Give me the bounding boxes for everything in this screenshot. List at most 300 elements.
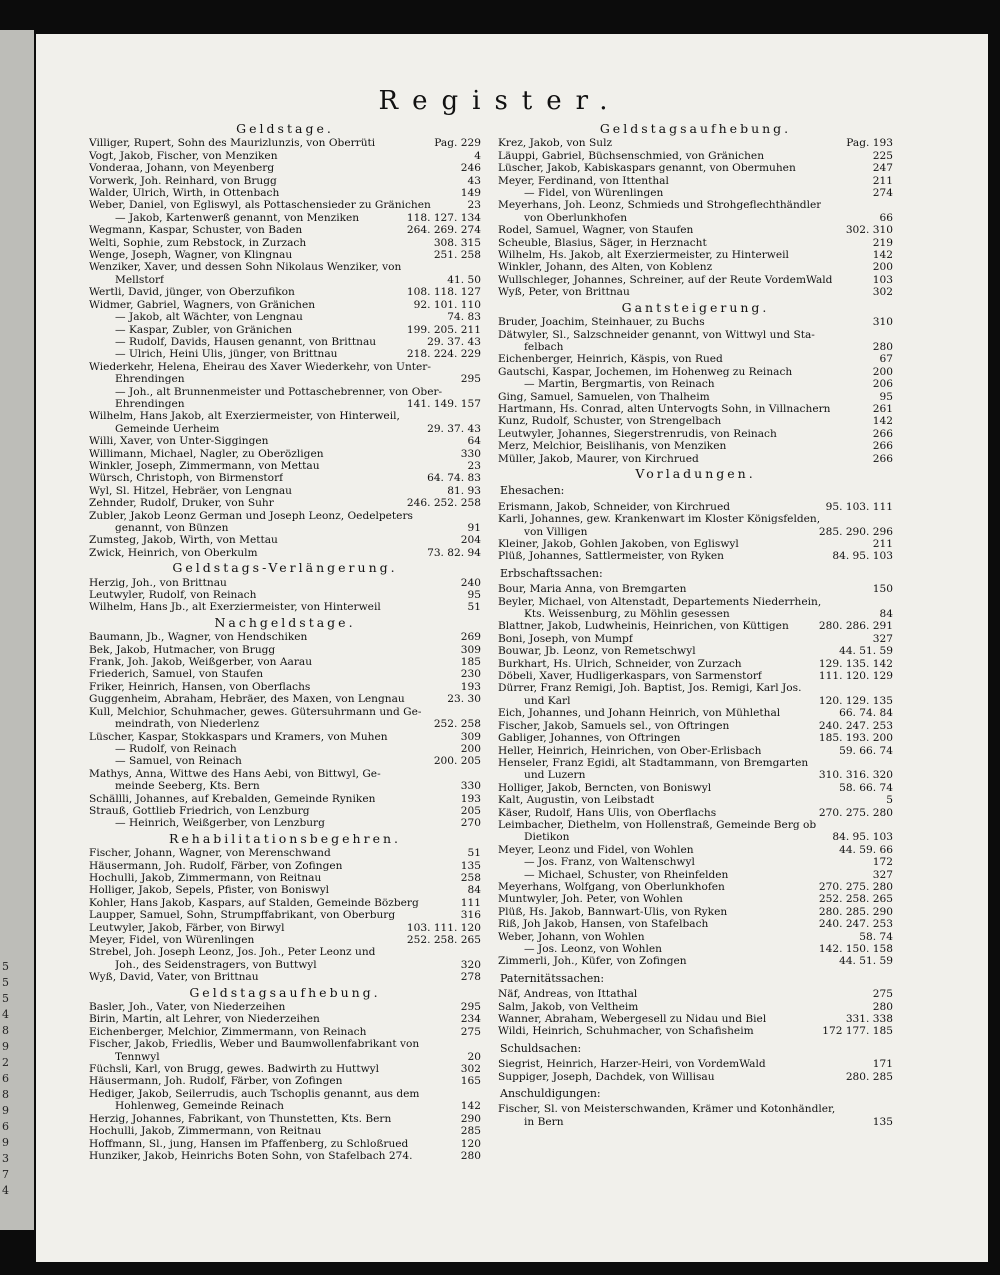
entry-name: Vonderaa, Johann, von Meyenberg bbox=[89, 162, 275, 175]
margin-digit: 5 bbox=[2, 992, 9, 1005]
register-entry bbox=[498, 769, 893, 781]
entry-pages: 320 bbox=[460, 958, 481, 971]
register-entry bbox=[498, 906, 893, 918]
entry-pages bbox=[475, 706, 481, 718]
entry-name: Kunz, Rudolf, Schuster, von Strengelbach bbox=[498, 415, 722, 428]
register-entry bbox=[498, 955, 893, 967]
register-entry bbox=[89, 1038, 481, 1050]
entry-name: Kalt, Augustin, von Leibstadt bbox=[498, 794, 655, 807]
entry-name: Wanner, Abraham, Webergesell zu Nidau und Biel bbox=[498, 1013, 767, 1026]
entry-pages: 261 bbox=[872, 402, 893, 415]
entry-name: Plüß, Hs. Jakob, Bannwart-Ulis, von Ryken bbox=[498, 905, 728, 918]
margin-digit: 8 bbox=[2, 1024, 9, 1037]
subsection-heading: Erbschaftssachen: bbox=[500, 566, 603, 580]
entry-pages: Pag. 229 bbox=[434, 137, 481, 150]
entry-pages: 302 bbox=[460, 1063, 481, 1076]
register-entry bbox=[498, 440, 893, 452]
register-entry bbox=[89, 922, 481, 934]
register-entry bbox=[89, 547, 481, 559]
register-entry bbox=[498, 1025, 893, 1037]
entry-name: Hartmann, Hs. Conrad, alten Untervogts Sohn, in Villnachern bbox=[498, 402, 831, 415]
entry-name: Meyer, Leonz und Fidel, von Wohlen bbox=[498, 843, 694, 856]
entry-name: Kts. Weissenburg, zu Möhlin gesessen bbox=[524, 608, 730, 621]
entry-name: und Luzern bbox=[524, 769, 586, 782]
entry-pages: 211 bbox=[872, 538, 893, 550]
register-entry bbox=[498, 856, 893, 868]
entry-pages bbox=[887, 757, 893, 769]
entry-name: Leutwyler, Johannes, Siegerstrenrudis, von Reinach bbox=[498, 427, 777, 440]
entry-name: Wullschleger, Johannes, Schreiner, auf der Reute VordemWald bbox=[498, 273, 833, 286]
margin-digit: 5 bbox=[2, 960, 9, 973]
entry-name: Erismann, Jakob, Schneider, von Kirchrued bbox=[498, 500, 731, 513]
entry-name: von Villigen bbox=[524, 525, 588, 538]
entry-pages: 20 bbox=[467, 1050, 481, 1063]
entry-name: Rodel, Samuel, Wagner, von Staufen bbox=[498, 224, 694, 237]
entry-name: Wyß, Peter, von Brittnau bbox=[498, 286, 630, 299]
entry-name: Wyß, David, Vater, von Brittnau bbox=[89, 971, 259, 984]
entry-pages: 95 bbox=[467, 589, 481, 602]
register-entry bbox=[498, 199, 893, 211]
entry-name: Bruder, Joachim, Steinhauer, zu Buchs bbox=[498, 316, 705, 329]
register-entry bbox=[498, 353, 893, 365]
entry-pages: 64. 74. 83 bbox=[427, 472, 481, 485]
entry-pages: 278 bbox=[460, 971, 481, 984]
margin-digit: 4 bbox=[2, 1184, 9, 1197]
register-entry bbox=[498, 732, 893, 744]
subsection-heading: Schuldsachen: bbox=[500, 1041, 582, 1055]
register-entry bbox=[89, 681, 481, 693]
entry-name: Wilhelm, Hs. Jakob, alt Exerziermeister, zu Hinterweil bbox=[498, 249, 789, 262]
entry-pages: 171 bbox=[872, 1058, 893, 1071]
entry-name: Kleiner, Jakob, Gohlen Jakoben, von Egliswyl bbox=[498, 538, 739, 550]
register-entry bbox=[498, 403, 893, 415]
register-entry bbox=[89, 1026, 481, 1038]
entry-pages: 103. 111. 120 bbox=[406, 921, 481, 934]
entry-pages: 91 bbox=[467, 522, 481, 534]
entry-pages: 327 bbox=[872, 868, 893, 881]
margin-digit: 9 bbox=[2, 1104, 9, 1117]
entry-pages: Pag. 193 bbox=[846, 137, 893, 150]
entry-name: Kull, Melchior, Schuhmacher, gewes. Gütersuhrmann und Ge- bbox=[89, 705, 422, 718]
register-entry bbox=[89, 706, 481, 718]
entry-pages: 266 bbox=[872, 452, 893, 465]
entry-pages: 29. 37. 43 bbox=[427, 422, 481, 435]
register-entry bbox=[498, 212, 893, 224]
register-entry bbox=[498, 1103, 893, 1115]
register-entry bbox=[498, 893, 893, 905]
entry-pages: 285. 290. 296 bbox=[818, 525, 893, 538]
register-entry bbox=[498, 175, 893, 187]
entry-name: Heller, Heinrich, Heinrichen, von Ober-Erlisbach bbox=[498, 744, 762, 757]
register-entry bbox=[89, 847, 481, 859]
register-entry bbox=[89, 324, 481, 336]
entry-name: Weber, Daniel, von Egliswyl, als Pottaschensieder zu Gränichen bbox=[89, 199, 431, 212]
entry-pages: 240 bbox=[460, 576, 481, 589]
entry-pages: 58. 66. 74 bbox=[839, 781, 893, 794]
entry-pages: 142. 150. 158 bbox=[818, 943, 893, 955]
entry-name: Dietikon bbox=[524, 831, 570, 844]
entry-pages: 204 bbox=[460, 534, 481, 547]
entry-pages: 200. 205 bbox=[433, 755, 481, 768]
entry-pages: 251. 258 bbox=[433, 249, 481, 262]
entry-name: Krez, Jakob, von Sulz bbox=[498, 137, 613, 150]
entry-pages: 172 bbox=[872, 856, 893, 869]
entry-name: Siegrist, Heinrich, Harzer-Heiri, von VordemWald bbox=[498, 1058, 766, 1071]
register-entry bbox=[498, 391, 893, 403]
register-entry bbox=[498, 695, 893, 707]
register-entry bbox=[89, 534, 481, 546]
register-entry bbox=[89, 485, 481, 497]
entry-pages: 280. 286. 291 bbox=[818, 620, 893, 633]
register-entry bbox=[89, 361, 481, 373]
entry-name: Läuppi, Gabriel, Büchsenschmied, von Gränichen bbox=[498, 149, 765, 162]
register-entry bbox=[89, 299, 481, 311]
register-entry bbox=[89, 423, 481, 435]
register-entry bbox=[89, 373, 481, 385]
register-entry bbox=[89, 237, 481, 249]
register-entry bbox=[498, 329, 893, 341]
entry-name: Hochulli, Jakob, Zimmermann, von Reitnau bbox=[89, 871, 322, 884]
entry-pages: 95. 103. 111 bbox=[825, 500, 893, 513]
entry-name: Leutwyler, Jakob, Färber, von Birwyl bbox=[89, 921, 285, 934]
entry-pages: 252. 258 bbox=[433, 718, 481, 731]
entry-pages bbox=[887, 819, 893, 831]
section-heading: Geldstagsaufhebung. bbox=[189, 984, 381, 1000]
register-entry bbox=[89, 693, 481, 705]
entry-name: Herzig, Joh., von Brittnau bbox=[89, 576, 227, 589]
register-entry bbox=[498, 794, 893, 806]
register-entry bbox=[89, 150, 481, 162]
entry-pages: 266 bbox=[872, 427, 893, 440]
register-entry bbox=[89, 286, 481, 298]
entry-name: Käser, Rudolf, Hans Ulis, von Oberflachs bbox=[498, 806, 717, 819]
entry-pages: 64 bbox=[467, 435, 481, 448]
register-entry bbox=[89, 631, 481, 643]
entry-name: von Oberlunkhofen bbox=[524, 211, 628, 224]
register-entry bbox=[498, 633, 893, 645]
entry-name: — Jos. Leonz, von Wohlen bbox=[524, 943, 662, 955]
register-entry bbox=[498, 249, 893, 261]
entry-name: Basler, Joh., Vater, von Niederzeihen bbox=[89, 1001, 286, 1014]
entry-name: Gautschi, Kaspar, Jochemen, im Hohenweg zu Reinach bbox=[498, 365, 793, 378]
entry-name: — Jakob, alt Wächter, von Lengnau bbox=[115, 311, 303, 324]
register-entry bbox=[498, 720, 893, 732]
entry-name: Häusermann, Joh. Rudolf, Färber, von Zofingen bbox=[89, 1075, 343, 1088]
entry-name: Fischer, Jakob, Friedlis, Weber und Baumwollenfabrikant von bbox=[89, 1038, 420, 1051]
register-entry bbox=[498, 807, 893, 819]
register-entry bbox=[498, 1001, 893, 1013]
register-entry bbox=[89, 817, 481, 829]
entry-pages: 81. 93 bbox=[447, 484, 481, 497]
register-entry bbox=[89, 1063, 481, 1075]
register-entry bbox=[89, 805, 481, 817]
subsection-heading: Paternitätssachen: bbox=[500, 971, 605, 985]
entry-name: — Michael, Schuster, von Rheinfelden bbox=[524, 868, 729, 881]
entry-pages: 43 bbox=[467, 174, 481, 187]
margin-digit: 2 bbox=[2, 1056, 9, 1069]
entry-pages: 310. 316. 320 bbox=[818, 769, 893, 782]
register-entry bbox=[498, 341, 893, 353]
register-entry bbox=[89, 510, 481, 522]
section-heading: Geldstags-Verlängerung. bbox=[172, 560, 398, 576]
entry-name: Willi, Xaver, von Unter-Siggingen bbox=[89, 435, 269, 448]
entry-pages: 29. 37. 43 bbox=[427, 335, 481, 348]
entry-name: Eichenberger, Heinrich, Käspis, von Rued bbox=[498, 353, 723, 366]
entry-name: Boni, Joseph, von Mumpf bbox=[498, 632, 633, 645]
entry-pages: 23. 30 bbox=[447, 693, 481, 706]
entry-name: Wilhelm, Hans Jb., alt Exerziermeister, von Hinterweil bbox=[89, 601, 381, 614]
entry-name: Tennwyl bbox=[115, 1050, 160, 1063]
entry-pages: 270. 275. 280 bbox=[818, 806, 893, 819]
register-entry bbox=[89, 668, 481, 680]
entry-pages bbox=[475, 361, 481, 373]
entry-name: Holliger, Jakob, Sepels, Pfister, von Boniswyl bbox=[89, 884, 330, 897]
entry-name: Wildi, Heinrich, Schuhmacher, von Schafisheim bbox=[498, 1025, 754, 1038]
register-entry bbox=[498, 224, 893, 236]
entry-name: Strauß, Gottlieb Friedrich, von Lenzburg bbox=[89, 804, 310, 817]
entry-name: Vorwerk, Joh. Reinhard, von Brugg bbox=[89, 174, 277, 187]
entry-pages: 67 bbox=[879, 353, 893, 366]
entry-name: Plüß, Johannes, Sattlermeister, von Ryken bbox=[498, 550, 724, 563]
register-entry bbox=[89, 410, 481, 422]
register-entry bbox=[89, 398, 481, 410]
register-entry bbox=[498, 1013, 893, 1025]
entry-pages: 118. 127. 134 bbox=[406, 211, 481, 224]
register-entry bbox=[498, 645, 893, 657]
register-entry bbox=[498, 428, 893, 440]
register-entry bbox=[89, 1125, 481, 1137]
entry-name: Eich, Johannes, und Johann Heinrich, von Mühlethal bbox=[498, 707, 781, 720]
register-entry bbox=[89, 1138, 481, 1150]
register-entry bbox=[89, 348, 481, 360]
entry-name: Bour, Maria Anna, von Bremgarten bbox=[498, 583, 687, 596]
register-entry bbox=[89, 644, 481, 656]
entry-pages: 200 bbox=[460, 742, 481, 755]
register-entry bbox=[498, 261, 893, 273]
register-entry bbox=[498, 707, 893, 719]
entry-pages: 23 bbox=[467, 459, 481, 472]
register-entry bbox=[498, 415, 893, 427]
entry-pages: 23 bbox=[467, 199, 481, 212]
register-entry bbox=[498, 819, 893, 831]
entry-pages: 142 bbox=[872, 415, 893, 428]
entry-pages: 302. 310 bbox=[845, 224, 893, 237]
entry-name: Ehrendingen bbox=[115, 373, 185, 386]
entry-pages: 129. 135. 142 bbox=[818, 657, 893, 670]
entry-pages: 258 bbox=[460, 871, 481, 884]
margin-digit: 4 bbox=[2, 1008, 9, 1021]
register-entry bbox=[498, 316, 893, 328]
entry-pages: 103 bbox=[872, 273, 893, 286]
register-entry bbox=[89, 175, 481, 187]
register-entry bbox=[89, 311, 481, 323]
entry-pages: 270. 275. 280 bbox=[818, 880, 893, 893]
entry-pages: 200 bbox=[872, 365, 893, 378]
entry-name: — Jakob, Kartenwerß genannt, von Menziken bbox=[115, 211, 360, 224]
entry-pages: 120. 129. 135 bbox=[818, 694, 893, 707]
entry-pages: 290 bbox=[460, 1112, 481, 1125]
entry-pages: 246. 252. 258 bbox=[406, 497, 481, 510]
entry-name: meinde Seeberg, Kts. Bern bbox=[115, 780, 260, 793]
section-heading: Vorladungen. bbox=[635, 465, 756, 481]
entry-pages: 330 bbox=[460, 780, 481, 793]
entry-name: — Rudolf, von Reinach bbox=[115, 742, 237, 755]
entry-pages: 135 bbox=[460, 859, 481, 872]
entry-pages: 331. 338 bbox=[845, 1013, 893, 1026]
entry-pages bbox=[475, 386, 481, 398]
entry-name: in Bern bbox=[524, 1115, 564, 1128]
entry-name: Lüscher, Kaspar, Stokkaspars und Kramers, von Muhen bbox=[89, 730, 388, 743]
entry-name: — Martin, Bergmartis, von Reinach bbox=[524, 378, 715, 391]
entry-pages: 295 bbox=[460, 1001, 481, 1014]
margin-digit: 9 bbox=[2, 1040, 9, 1053]
entry-name: Villiger, Rupert, Sohn des Maurizlunzis, von Oberrüti bbox=[89, 137, 376, 150]
register-entry bbox=[89, 718, 481, 730]
entry-pages: 185 bbox=[460, 656, 481, 669]
entry-pages bbox=[887, 513, 893, 525]
entry-pages: 309 bbox=[460, 730, 481, 743]
register-entry bbox=[89, 589, 481, 601]
register-entry bbox=[89, 386, 481, 398]
register-entry bbox=[498, 286, 893, 298]
entry-pages: 92. 101. 110 bbox=[413, 298, 481, 311]
entry-name: Hohlenweg, Gemeinde Reinach bbox=[115, 1100, 284, 1113]
entry-pages: 230 bbox=[460, 668, 481, 681]
entry-pages: 280 bbox=[872, 1000, 893, 1013]
entry-name: Wegmann, Kaspar, Schuster, von Baden bbox=[89, 224, 303, 237]
entry-pages: 51 bbox=[467, 601, 481, 614]
entry-name: Friker, Heinrich, Hansen, von Oberflachs bbox=[89, 680, 311, 693]
entry-pages: 84. 95. 103 bbox=[832, 550, 893, 563]
register-entry bbox=[498, 187, 893, 199]
entry-name: Frank, Joh. Jakob, Weißgerber, von Aarau bbox=[89, 656, 313, 669]
entry-name: Bouwar, Jb. Leonz, von Remetschwyl bbox=[498, 645, 696, 658]
register-entry bbox=[89, 336, 481, 348]
register-entry bbox=[89, 780, 481, 792]
register-entry bbox=[498, 844, 893, 856]
register-entry bbox=[89, 897, 481, 909]
entry-name: Strebel, Joh. Joseph Leonz, Jos. Joh., Peter Leonz und bbox=[89, 946, 376, 959]
entry-name: Füchsli, Karl, von Brugg, gewes. Badwirth zu Huttwyl bbox=[89, 1063, 380, 1076]
entry-pages: 264. 269. 274 bbox=[406, 224, 481, 237]
entry-name: Weber, Johann, von Wohlen bbox=[498, 930, 645, 943]
register-entry bbox=[89, 187, 481, 199]
entry-name: Zwick, Heinrich, von Oberkulm bbox=[89, 546, 258, 559]
entry-name: Baumann, Jb., Wagner, von Hendschiken bbox=[89, 631, 308, 644]
entry-name: — Kaspar, Zubler, von Gränichen bbox=[115, 323, 293, 336]
entry-pages bbox=[887, 682, 893, 694]
page-title: Register. bbox=[378, 86, 622, 116]
entry-name: Würsch, Christoph, von Birmenstorf bbox=[89, 472, 284, 485]
section-heading: Rehabilitationsbegehren. bbox=[168, 830, 402, 846]
entry-name: Welti, Sophie, zum Rebstock, in Zurzach bbox=[89, 236, 307, 249]
entry-pages: 275 bbox=[872, 988, 893, 1001]
entry-name: Häusermann, Joh. Rudolf, Färber, von Zofingen bbox=[89, 859, 343, 872]
register-entry bbox=[498, 931, 893, 943]
section-heading: Geldstagsaufhebung. bbox=[599, 121, 792, 136]
entry-name: — Jos. Franz, von Waltenschwyl bbox=[524, 856, 695, 869]
register-entry bbox=[498, 658, 893, 670]
register-entry bbox=[498, 682, 893, 694]
right-column bbox=[498, 120, 893, 1128]
entry-pages bbox=[887, 1103, 893, 1115]
entry-pages: 316 bbox=[460, 909, 481, 922]
entry-pages bbox=[887, 596, 893, 608]
entry-pages bbox=[475, 1088, 481, 1100]
register-entry bbox=[89, 731, 481, 743]
entry-pages: 66 bbox=[879, 211, 893, 224]
entry-pages bbox=[887, 199, 893, 211]
margin-digit: 3 bbox=[2, 1152, 9, 1165]
entry-name: Wilhelm, Hans Jakob, alt Exerziermeister, von Hinterweil, bbox=[89, 410, 400, 423]
entry-name: Merz, Melchior, Beislihanis, von Menziken bbox=[498, 440, 727, 453]
entry-name: — Rudolf, Davids, Hausen genannt, von Brittnau bbox=[115, 335, 377, 348]
register-entry bbox=[498, 608, 893, 620]
entry-pages bbox=[475, 410, 481, 422]
entry-name: — Joh., alt Brunnenmeister und Pottaschebrenner, von Ober- bbox=[115, 385, 443, 398]
entry-pages: 275 bbox=[460, 1025, 481, 1038]
entry-name: Wyl, Sl. Hitzel, Hebräer, von Lengnau bbox=[89, 484, 292, 497]
entry-pages: 149 bbox=[460, 187, 481, 200]
entry-pages: 308. 315 bbox=[433, 236, 481, 249]
entry-name: Riß, Joh Jakob, Hansen, von Stafelbach bbox=[498, 918, 709, 931]
entry-name: — Samuel, von Reinach bbox=[115, 755, 242, 768]
entry-name: Eichenberger, Melchior, Zimmermann, von Reinach bbox=[89, 1025, 367, 1038]
entry-pages: 218. 224. 229 bbox=[406, 348, 481, 361]
entry-name: felbach bbox=[524, 340, 564, 353]
margin-digit: 9 bbox=[2, 1136, 9, 1149]
register-entry bbox=[498, 782, 893, 794]
register-entry bbox=[89, 755, 481, 767]
entry-pages: 252. 258. 265 bbox=[406, 934, 481, 946]
entry-pages: 193 bbox=[460, 680, 481, 693]
entry-name: Henseler, Franz Egidi, alt Stadtammann, von Bremgarten bbox=[498, 756, 809, 769]
register-entry bbox=[89, 656, 481, 668]
entry-pages: 141. 149. 157 bbox=[406, 397, 481, 410]
entry-pages: 41. 50 bbox=[447, 273, 481, 286]
entry-pages: 240. 247. 253 bbox=[818, 918, 893, 931]
register-entry bbox=[498, 538, 893, 550]
entry-name: — Ulrich, Heini Ulis, jünger, von Brittnau bbox=[115, 348, 338, 361]
register-entry bbox=[89, 224, 481, 236]
entry-name: Meyer, Fidel, von Würenlingen bbox=[89, 934, 255, 946]
register-entry bbox=[89, 522, 481, 534]
entry-name: Fischer, Sl. von Meisterschwanden, Krämer und Kotonhändler, bbox=[498, 1103, 836, 1116]
entry-pages: 327 bbox=[872, 632, 893, 645]
entry-name: Hochulli, Jakob, Zimmermann, von Reitnau bbox=[89, 1125, 322, 1138]
entry-name: Wenziker, Xaver, und dessen Sohn Nikolaus Wenziker, von bbox=[89, 261, 402, 274]
entry-pages: 44. 59. 66 bbox=[839, 843, 893, 856]
register-entry bbox=[89, 971, 481, 983]
register-entry bbox=[89, 959, 481, 971]
register-entry bbox=[498, 453, 893, 465]
entry-pages: 205 bbox=[460, 804, 481, 817]
register-entry bbox=[498, 237, 893, 249]
entry-name: Zubler, Jakob Leonz German und Joseph Leonz, Oedelpeters bbox=[89, 509, 413, 522]
entry-name: Guggenheim, Abraham, Hebräer, des Maxen, von Lengnau bbox=[89, 693, 405, 706]
register-entry bbox=[498, 1058, 893, 1070]
register-entry bbox=[89, 860, 481, 872]
entry-pages: 200 bbox=[872, 261, 893, 274]
entry-name: Winkler, Johann, des Alten, von Koblenz bbox=[498, 261, 713, 274]
entry-name: Mathys, Anna, Wittwe des Hans Aebi, von Bittwyl, Ge- bbox=[89, 767, 381, 780]
entry-pages: 84. 95. 103 bbox=[832, 831, 893, 844]
entry-name: Hediger, Jakob, Seilerrudis, auch Tschoplis genannt, aus dem bbox=[89, 1087, 420, 1100]
entry-pages: 211 bbox=[872, 174, 893, 187]
entry-pages bbox=[887, 329, 893, 341]
entry-name: — Heinrich, Weißgerber, von Lenzburg bbox=[115, 817, 325, 830]
register-entry bbox=[89, 909, 481, 921]
